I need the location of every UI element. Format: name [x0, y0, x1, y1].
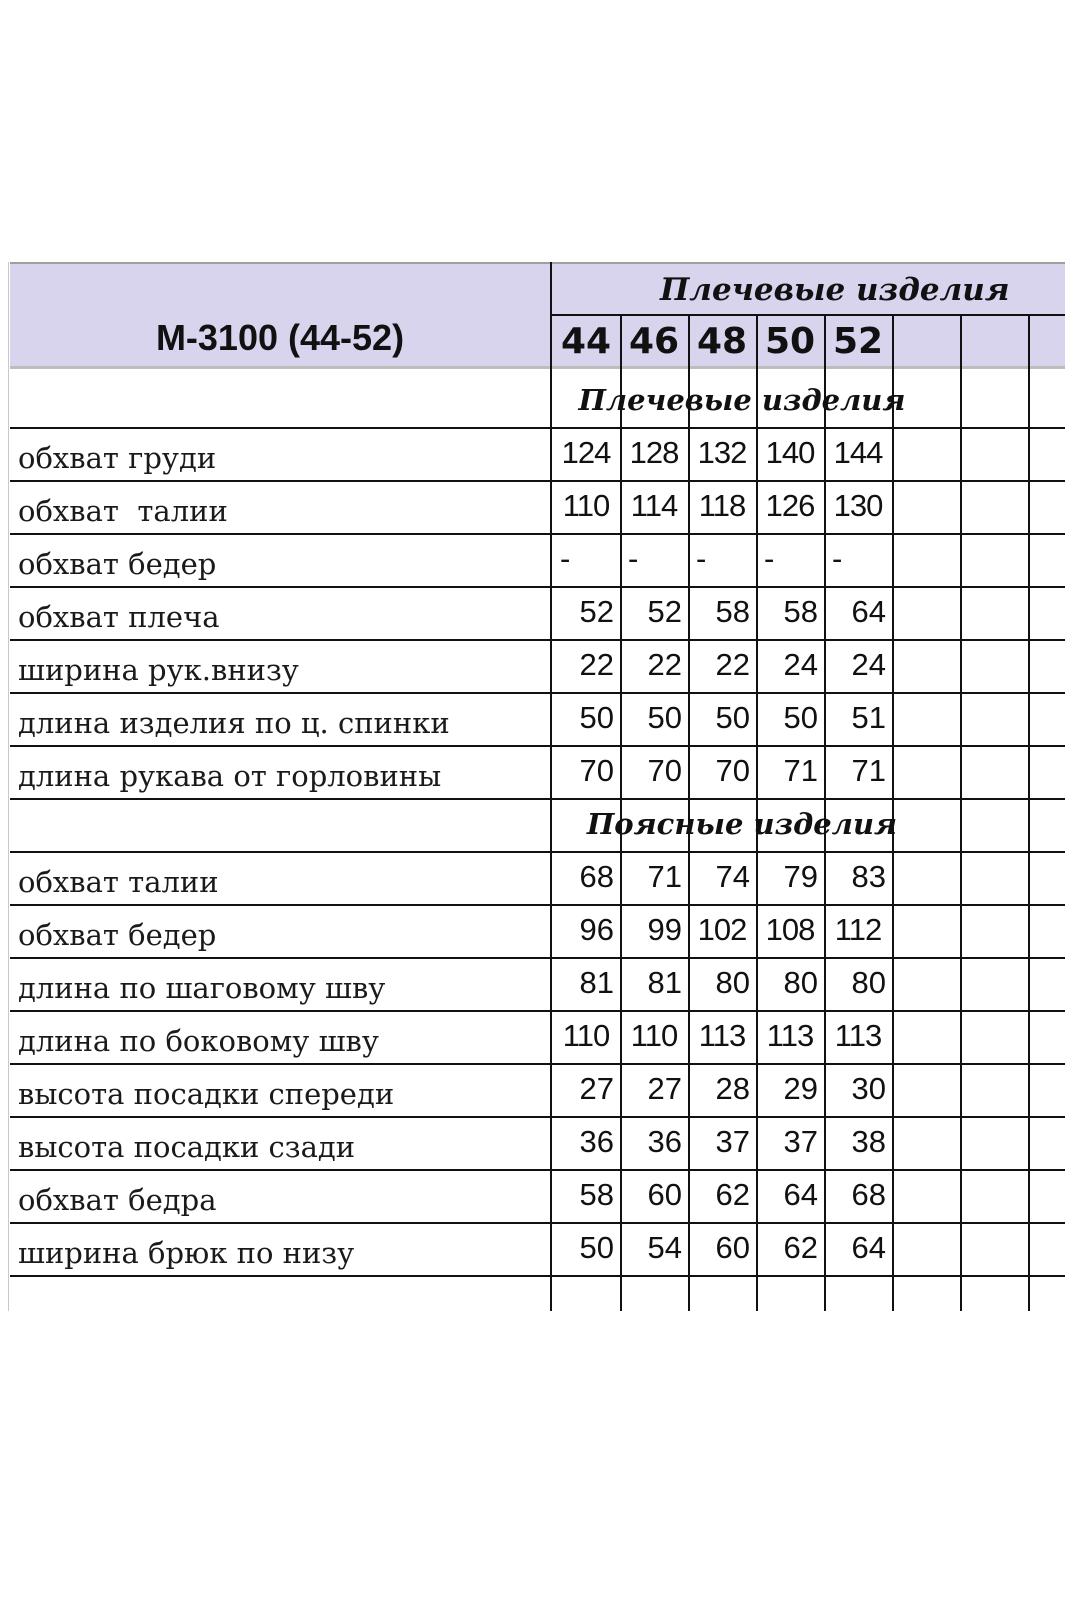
table-cell: 81 [579, 965, 614, 1000]
row-label: обхват бедер [18, 547, 217, 581]
table-cell: 71 [783, 753, 818, 788]
table-cell: 113 [834, 1018, 882, 1053]
table-cell: 140 [765, 435, 815, 470]
table-cell: - [832, 541, 843, 576]
row-label: обхват талии [18, 865, 219, 899]
table-cell: 36 [579, 1124, 614, 1159]
table-cell: 81 [647, 965, 682, 1000]
table-cell: 36 [647, 1124, 682, 1159]
table-cell: 27 [579, 1071, 614, 1106]
size-header-cell: 44 [560, 320, 612, 362]
table-cell: 64 [851, 1230, 886, 1265]
table-cell: 62 [715, 1177, 750, 1212]
table-cell: 70 [715, 753, 750, 788]
table-cell: 38 [851, 1124, 886, 1159]
table-cell: 37 [783, 1124, 818, 1159]
row-label: ширина брюк по низу [18, 1236, 355, 1270]
row-label: длина рукава от горловины [18, 759, 442, 793]
table-cell: 74 [715, 859, 750, 894]
table-cell: 29 [783, 1071, 818, 1106]
row-label: длина изделия по ц. спинки [18, 706, 450, 740]
header-top-line [10, 262, 1065, 264]
row-label: высота посадки сзади [18, 1130, 356, 1164]
table-cell: 60 [647, 1177, 682, 1212]
table-cell: 50 [647, 700, 682, 735]
table-cell: 102 [697, 912, 747, 947]
table-cell: - [764, 541, 775, 576]
table-cell: 113 [698, 1018, 746, 1053]
table-cell: 50 [715, 700, 750, 735]
table-cell: 64 [783, 1177, 818, 1212]
row-label: высота посадки спереди [18, 1077, 395, 1111]
row-label: длина по боковому шву [18, 1024, 379, 1058]
column-divider [1028, 314, 1030, 1311]
section-title: Поясные изделия [586, 807, 898, 841]
table-cell: - [560, 541, 571, 576]
table-cell: 58 [783, 594, 818, 629]
row-label: ширина рук.внизу [18, 653, 299, 687]
size-header-cell: 48 [696, 320, 748, 362]
table-cell: 58 [715, 594, 750, 629]
table-cell: 112 [834, 912, 882, 947]
header-bottom-line [10, 366, 1065, 369]
table-cell: 124 [561, 435, 611, 470]
table-cell: 70 [647, 753, 682, 788]
row-label: обхват бедер [18, 918, 217, 952]
table-cell: 68 [579, 859, 614, 894]
row-label: обхват груди [18, 441, 217, 475]
column-divider [960, 314, 962, 1311]
table-cell: 30 [851, 1071, 886, 1106]
table-cell: 50 [783, 700, 818, 735]
table-cell: 128 [629, 435, 679, 470]
size-header-cell: 46 [628, 320, 680, 362]
table-cell: 99 [647, 912, 682, 947]
table-cell: - [696, 541, 707, 576]
row-label: обхват плеча [18, 600, 220, 634]
table-cell: 130 [833, 488, 883, 523]
size-header-cell: 52 [832, 320, 884, 362]
table-cell: 110 [562, 1018, 610, 1053]
row-divider [10, 1275, 1065, 1277]
table-cell: 126 [765, 488, 815, 523]
table-cell: 28 [715, 1071, 750, 1106]
table-cell: 52 [647, 594, 682, 629]
table-cell: 113 [766, 1018, 814, 1053]
table-cell: 68 [851, 1177, 886, 1212]
category-header: Плечевые изделия [660, 272, 1010, 308]
table-cell: 62 [783, 1230, 818, 1265]
table-cell: 22 [715, 647, 750, 682]
table-cell: 79 [783, 859, 818, 894]
model-title: М-3100 (44-52) [155, 317, 405, 358]
table-cell: 60 [715, 1230, 750, 1265]
table-cell: 51 [851, 700, 886, 735]
table-cell: 24 [783, 647, 818, 682]
header-mid-line [552, 314, 1065, 316]
table-cell: 24 [851, 647, 886, 682]
table-cell: 108 [765, 912, 815, 947]
table-cell: 54 [647, 1230, 682, 1265]
table-cell: 27 [647, 1071, 682, 1106]
table-cell: 58 [579, 1177, 614, 1212]
row-label: обхват бедра [18, 1183, 217, 1217]
size-header-cell: 50 [764, 320, 816, 362]
table-cell: 22 [647, 647, 682, 682]
table-cell: 114 [630, 488, 678, 523]
table-cell: 52 [579, 594, 614, 629]
left-edge-line [8, 262, 9, 1311]
table-cell: 71 [851, 753, 886, 788]
table-cell: 22 [579, 647, 614, 682]
table-cell: 71 [647, 859, 682, 894]
table-cell: 80 [783, 965, 818, 1000]
row-label: длина по шаговому шву [18, 971, 386, 1005]
table-cell: 80 [715, 965, 750, 1000]
table-cell: 144 [833, 435, 883, 470]
table-cell: - [628, 541, 639, 576]
table-cell: 50 [579, 700, 614, 735]
table-cell: 50 [579, 1230, 614, 1265]
table-cell: 118 [698, 488, 746, 523]
table-cell: 96 [579, 912, 614, 947]
row-label: обхват талии [18, 494, 228, 528]
table-cell: 64 [851, 594, 886, 629]
table-cell: 132 [697, 435, 747, 470]
table-cell: 70 [579, 753, 614, 788]
table-cell: 80 [851, 965, 886, 1000]
table-cell: 37 [715, 1124, 750, 1159]
table-cell: 83 [851, 859, 886, 894]
table-cell: 110 [562, 488, 610, 523]
section-title: Плечевые изделия [578, 383, 906, 417]
table-cell: 110 [630, 1018, 678, 1053]
